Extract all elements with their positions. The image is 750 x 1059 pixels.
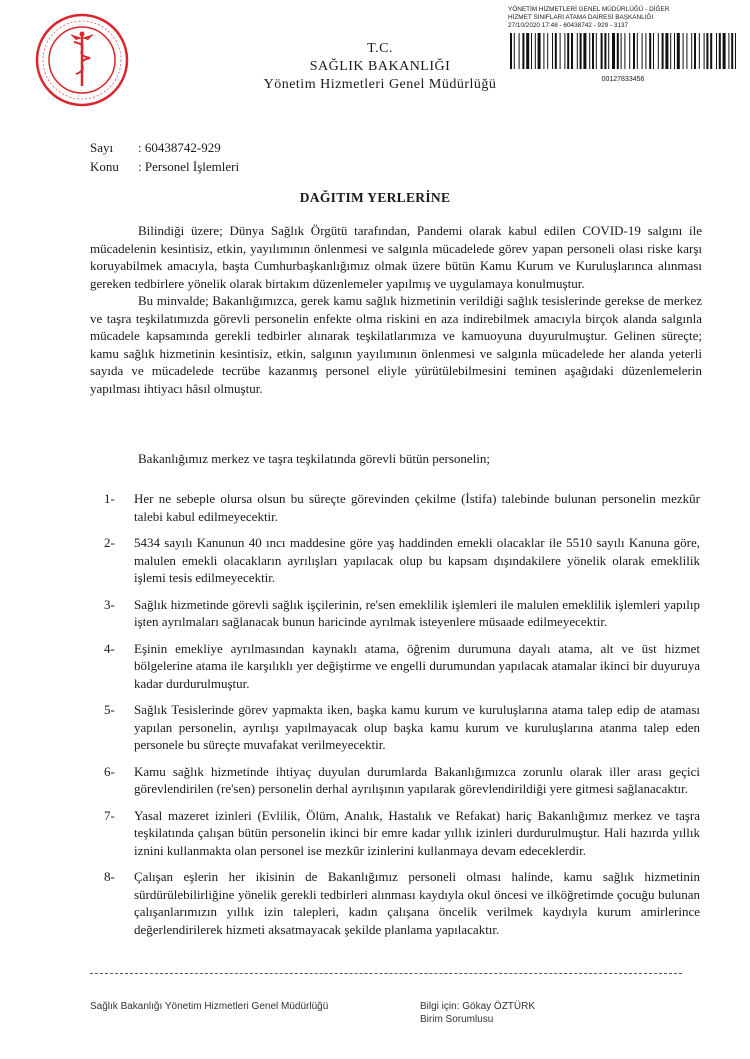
konu-value: : Personel İşlemleri xyxy=(138,159,240,174)
contact-title: Birim Sorumlusu xyxy=(420,1014,494,1025)
item-number: 4- xyxy=(104,640,115,656)
item-text: Kamu sağlık hizmetinde ihtiyaç duyulan durumlarda Bakanlığımızca zorunlu olarak iller arası geçici görevlendirilen (re'sen) personelin derhal ayrılışının yapılarak görevlendirildiği yere gitmesi sağlanacaktır. xyxy=(134,763,700,796)
item-text: Çalışan eşlerin her ikisinin de Bakanlığımız personeli olması halinde, kamu sağlık hizmetinin sürdürülebilirliğine yönelik gerekli tedbirleri alınması kaydıyla okul öncesi ve ilköğretimde çocuğu bulunan çalışanlarımızın yıllık izin talepleri, kadın çalışana öncelik verilmek kaydıyla kurum amirlerince değerlendirilerek hizmeti aksatmayacak şekilde planlama yapılacaktır. xyxy=(134,869,700,937)
stamp-line-3: 27/10/2020 17:48 - 60438742 - 929 - 3137 xyxy=(508,22,629,29)
item-text: 5434 sayılı Kanunun 40 ıncı maddesine göre yaş haddinden emekli olacaklar ile 5510 sayılı Kanuna göre, malulen emekli olacakların ayrılışları yapılacak olup bu kapsam dışındakilere yönelik olarak emeklilik işlemi tesis edilmeyecektir. xyxy=(134,535,700,585)
item-number: 8- xyxy=(104,869,115,884)
list-item xyxy=(104,701,700,754)
footer-contact xyxy=(420,1000,535,1026)
document-title: DAĞITIM YERLERİNE xyxy=(299,190,451,205)
item-number: 3- xyxy=(104,596,115,612)
numbered-list xyxy=(104,490,700,947)
list-item xyxy=(104,640,700,693)
document-body xyxy=(90,222,702,397)
list-item xyxy=(104,490,700,525)
list-item xyxy=(104,763,700,798)
item-number: 1- xyxy=(104,491,115,506)
footer-divider xyxy=(90,973,682,974)
sayi-value: : 60438742-929 xyxy=(138,140,221,155)
letterhead xyxy=(230,40,530,94)
registry-stamp xyxy=(508,6,744,83)
item-text: Her ne sebeple olursa olsun bu süreçte görevinden çekilme (İstifa) talebinde bulunan personelin mezkûr talebi kabul edilmeyecektir. xyxy=(134,491,700,524)
list-item xyxy=(104,534,700,587)
footer-organization: Sağlık Bakanlığı Yönetim Hizmetleri Genel Müdürlüğü xyxy=(90,1001,329,1012)
stamp-line-2: HİZMET SINIFLARI ATAMA DAİRESİ BAŞKANLIĞI xyxy=(508,14,654,21)
ministry-logo xyxy=(34,12,130,108)
item-number: 7- xyxy=(104,807,115,823)
stamp-line-1: YÖNETİM HİZMETLERİ GENEL MÜDÜRLÜĞÜ - DİĞER xyxy=(508,6,670,13)
paragraph: Bilindiği üzere; Dünya Sağlık Örgütü tarafından, Pandemi olarak kabul edilen COVID-19 salgını ile mücadelenin kesintisiz, etkin, yayılımının önlenmesi ve salgınla mücadelede görev yapan personeli olası riske karşı koruyabilmek amacıyla, başta Cumhurbaşkanlığımız olmak üzere bütün Kamu Kurum ve Kuruluşlarınca alınması gereken tedbirlere yönelik olarak birtakım düzenlemeler yapılmış ve uygulamaya konulmuştur. xyxy=(90,223,702,291)
barcode xyxy=(508,33,738,69)
list-item xyxy=(104,596,700,631)
list-item xyxy=(104,807,700,860)
item-number: 6- xyxy=(104,763,115,779)
item-text: Yasal mazeret izinleri (Evlilik, Ölüm, Analık, Hastalık ve Refakat) hariç Bakanlığımız merkez ve taşra teşkilatında çalışan bütün personelin ikinci bir emre kadar yıllık izinleri durdurulmuştur. Hali hazırda yıllık iznini kullanmakta olan personel ise mezkûr izinlerini kullanmaya devam edeceklerdir. xyxy=(134,807,700,858)
header-line-tc: T.C. xyxy=(367,41,393,56)
item-text: Sağlık hizmetinde görevli sağlık işçilerinin, re'sen emeklilik işlemleri ile malulen emeklilik işlemleri yapılıp işten ayrılmaları sağlanacak bunun haricinde ayrılmak isteyenlere müsaade edilmeyecektir. xyxy=(134,596,700,629)
list-lead: Bakanlığımız merkez ve taşra teşkilatında görevli bütün personelin; xyxy=(138,451,490,466)
barcode-number: 00127833456 xyxy=(601,76,645,83)
item-text: Eşinin emekliye ayrılmasından kaynaklı atama, öğrenim durumuna dayalı atama, alt ve üst hizmet bölgelerine atama ile karşılıklı yer değiştirme ve engelli durumundan yapılacak atamalar ikinci bir duyuruya kadar durdurulmuştur. xyxy=(134,640,700,691)
contact-name: Bilgi için: Gökay ÖZTÜRK xyxy=(420,1001,536,1012)
paragraph: Bu minvalde; Bakanlığımızca, gerek kamu sağlık hizmetinin verildiği sağlık tesislerinde gerekse de merkez ve taşra teşkilatımızda görevli personelin enfekte olma riskini en aza indirebilmek amacıyla birçok alanda salgınla mücadele kapsamında gerekli tedbirler alınarak teşkilatlarımıza ve kamuoyuna duyurulmuştur. Gelinen süreçte; kamu sağlık hizmetinin kesintisiz, etkin, salgının yayılımının önlenmesi ve salgınla mücadelede her alanda yeterli sayıda ve mücadelede tecrübe kazanmış personel eliyle yürütülebilmesini teminen aşağıdaki düzenlemelerin yapılması ihtiyacı hâsıl olmuştur. xyxy=(90,293,702,396)
konu-label: Konu xyxy=(90,159,119,174)
item-number: 5- xyxy=(104,702,115,717)
item-number: 2- xyxy=(104,535,115,550)
list-item xyxy=(104,868,700,938)
document-meta xyxy=(90,138,239,176)
header-line-ministry: SAĞLIK BAKANLIĞI xyxy=(309,59,451,74)
header-line-directorate: Yönetim Hizmetleri Genel Müdürlüğü xyxy=(263,77,497,92)
item-text: Sağlık Tesislerinde görev yapmakta iken, başka kamu kurum ve kuruluşlarına atama talep edip de ataması yapılan personelin, ayrılışı yapılmayacak olup başka kamu kurum ve kuruluşlarına atanma talep eden personele bu süreçte muvafakat verilmeyecektir. xyxy=(134,702,700,752)
sayi-label: Sayı xyxy=(90,140,114,155)
